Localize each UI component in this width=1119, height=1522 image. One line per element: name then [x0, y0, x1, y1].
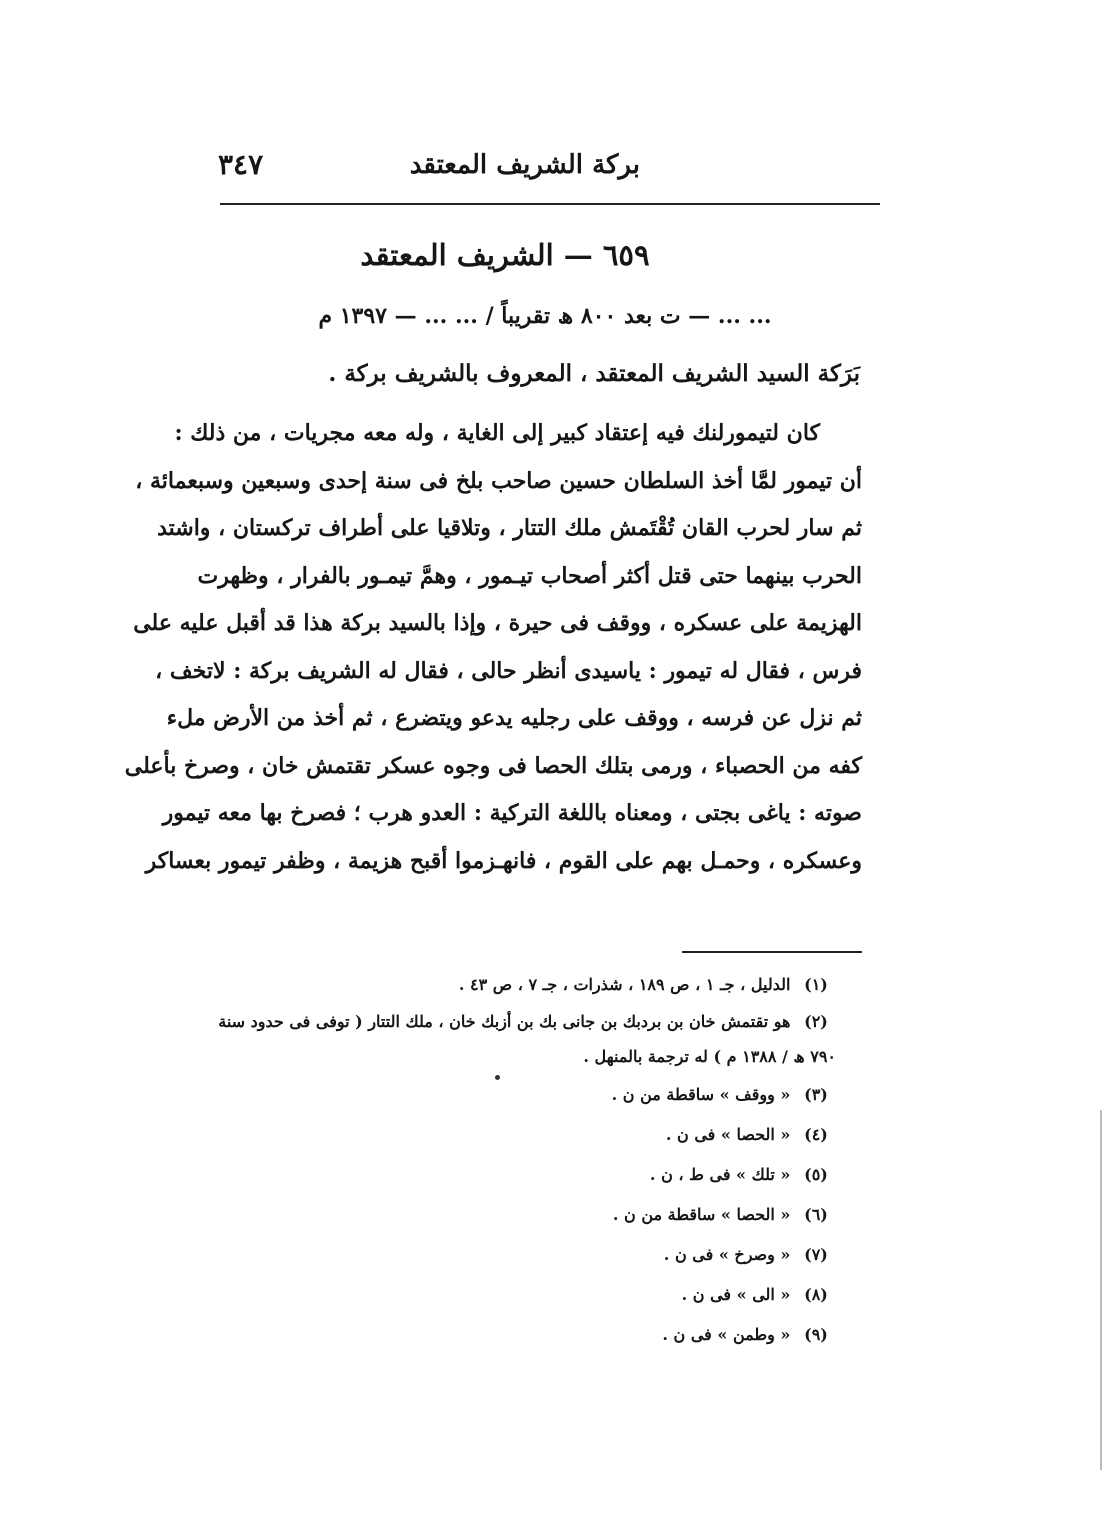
- body-line: ثم نزل عن فرسه ، ووقف على رجليه يدعو ويتضرع ، ثم أخذ من الأرض ملء: [166, 705, 862, 731]
- ink-dot: [495, 1075, 500, 1080]
- footnote-text: « الى » فى ن .: [681, 1285, 791, 1304]
- body-line: كفه من الحصباء ، ورمى بتلك الحصا فى وجوه عسكر تقتمش خان ، وصرخ بأعلى: [124, 752, 862, 779]
- footnote-1: [218, 965, 836, 1005]
- footnote-text: « الحصا » ساقطة من ن .: [612, 1205, 791, 1224]
- body-line: وعسكره ، وحمـل بهم على القوم ، فانهـزموا أقبح هزيمة ، وظفر تيمور بعساكر: [145, 847, 862, 874]
- footnote-number: (٥): [804, 1165, 828, 1184]
- entry-dates: ... ... — ت بعد ٨٠٠ ھ تقريباً / ... ... — ١٣٩٧ م: [318, 303, 772, 329]
- footnote-text: « وصرخ » فى ن .: [663, 1245, 791, 1264]
- footnote-4: [218, 1115, 836, 1155]
- footnote-number: (١): [804, 975, 828, 994]
- footnote-9: [218, 1315, 836, 1355]
- body-text: [124, 410, 862, 885]
- body-line: الحرب بينهما حتى قتل أكثر أصحاب تيـمور ، وهمَّ تيمـور بالفرار ، وظهرت: [197, 562, 862, 589]
- scan-margin-line: [1100, 1110, 1102, 1470]
- entry-name-line: بَرَكة السيد الشريف المعتقد ، المعروف بالشريف بركة .: [328, 360, 860, 387]
- body-line: أن تيمور لمَّا أخذ السلطان حسين صاحب بلخ فى سنة إحدى وسبعين وسبعمائة ،: [135, 467, 862, 494]
- footnote-8: [218, 1275, 836, 1315]
- footnote-text: هو تقتمش خان بن بردبك بن جانى بك بن أزبك خان ، ملك التتار ( توفى فى حدود سنة: [218, 1012, 791, 1031]
- entry-title: ٦٥٩ — الشريف المعتقد: [360, 238, 650, 272]
- footnote-3: [218, 1075, 836, 1115]
- running-title: بركة الشريف المعتقد: [409, 150, 640, 180]
- footnote-text: « تلك » فى ط ، ن .: [649, 1165, 791, 1184]
- body-line: فرس ، فقال له تيمور : ياسيدى أنظر حالى ، فقال له الشريف بركة : لاتخف ،: [155, 657, 862, 684]
- body-line: كان لتيمورلنك فيه إعتقاد كبير إلى الغاية ، وله معه مجريات ، من ذلك :: [174, 420, 820, 446]
- footnote-text: « ووقف » ساقطة من ن .: [611, 1085, 791, 1104]
- footnote-divider: [682, 951, 862, 953]
- footnote-number: (٨): [804, 1285, 828, 1304]
- footnote-text: « وطمن » فى ن .: [662, 1325, 791, 1344]
- footnote-number: (٦): [804, 1205, 828, 1224]
- footnote-number: (٩): [804, 1325, 828, 1344]
- footnotes: [218, 965, 836, 1355]
- footnote-number: (٤): [804, 1125, 828, 1144]
- footnote-text: « الحصا » فى ن .: [665, 1125, 791, 1144]
- footnote-7: [218, 1235, 836, 1275]
- footnote-5: [218, 1155, 836, 1195]
- footnote-number: (٢): [804, 1012, 828, 1031]
- footnote-number: (٧): [804, 1245, 828, 1264]
- footnote-text: الدليل ، جـ ١ ، ص ١٨٩ ، شذرات ، جـ ٧ ، ص ٤٣ .: [458, 975, 791, 994]
- footnote-number: (٣): [804, 1085, 828, 1104]
- body-line: ثم سار لحرب القان تُقْتَمش ملك التتار ، وتلاقيا على أطراف تركستان ، واشتد: [157, 515, 862, 541]
- body-line: الهزيمة على عسكره ، ووقف فى حيرة ، وإذا بالسيد بركة هذا قد أقبل عليه على: [133, 610, 862, 636]
- footnote-2: [218, 1005, 836, 1039]
- header-divider: [220, 203, 880, 205]
- page-number: ٣٤٧: [218, 148, 264, 181]
- body-line: صوته : ياغى بجتى ، ومعناه باللغة التركية : العدو هرب ؛ فصرخ بها معه تيمور: [162, 800, 862, 826]
- footnote-2-continuation: ٧٩٠ ھ / ١٣٨٨ م ) له ترجمة بالمنهل .: [583, 1047, 836, 1066]
- footnote-6: [218, 1195, 836, 1235]
